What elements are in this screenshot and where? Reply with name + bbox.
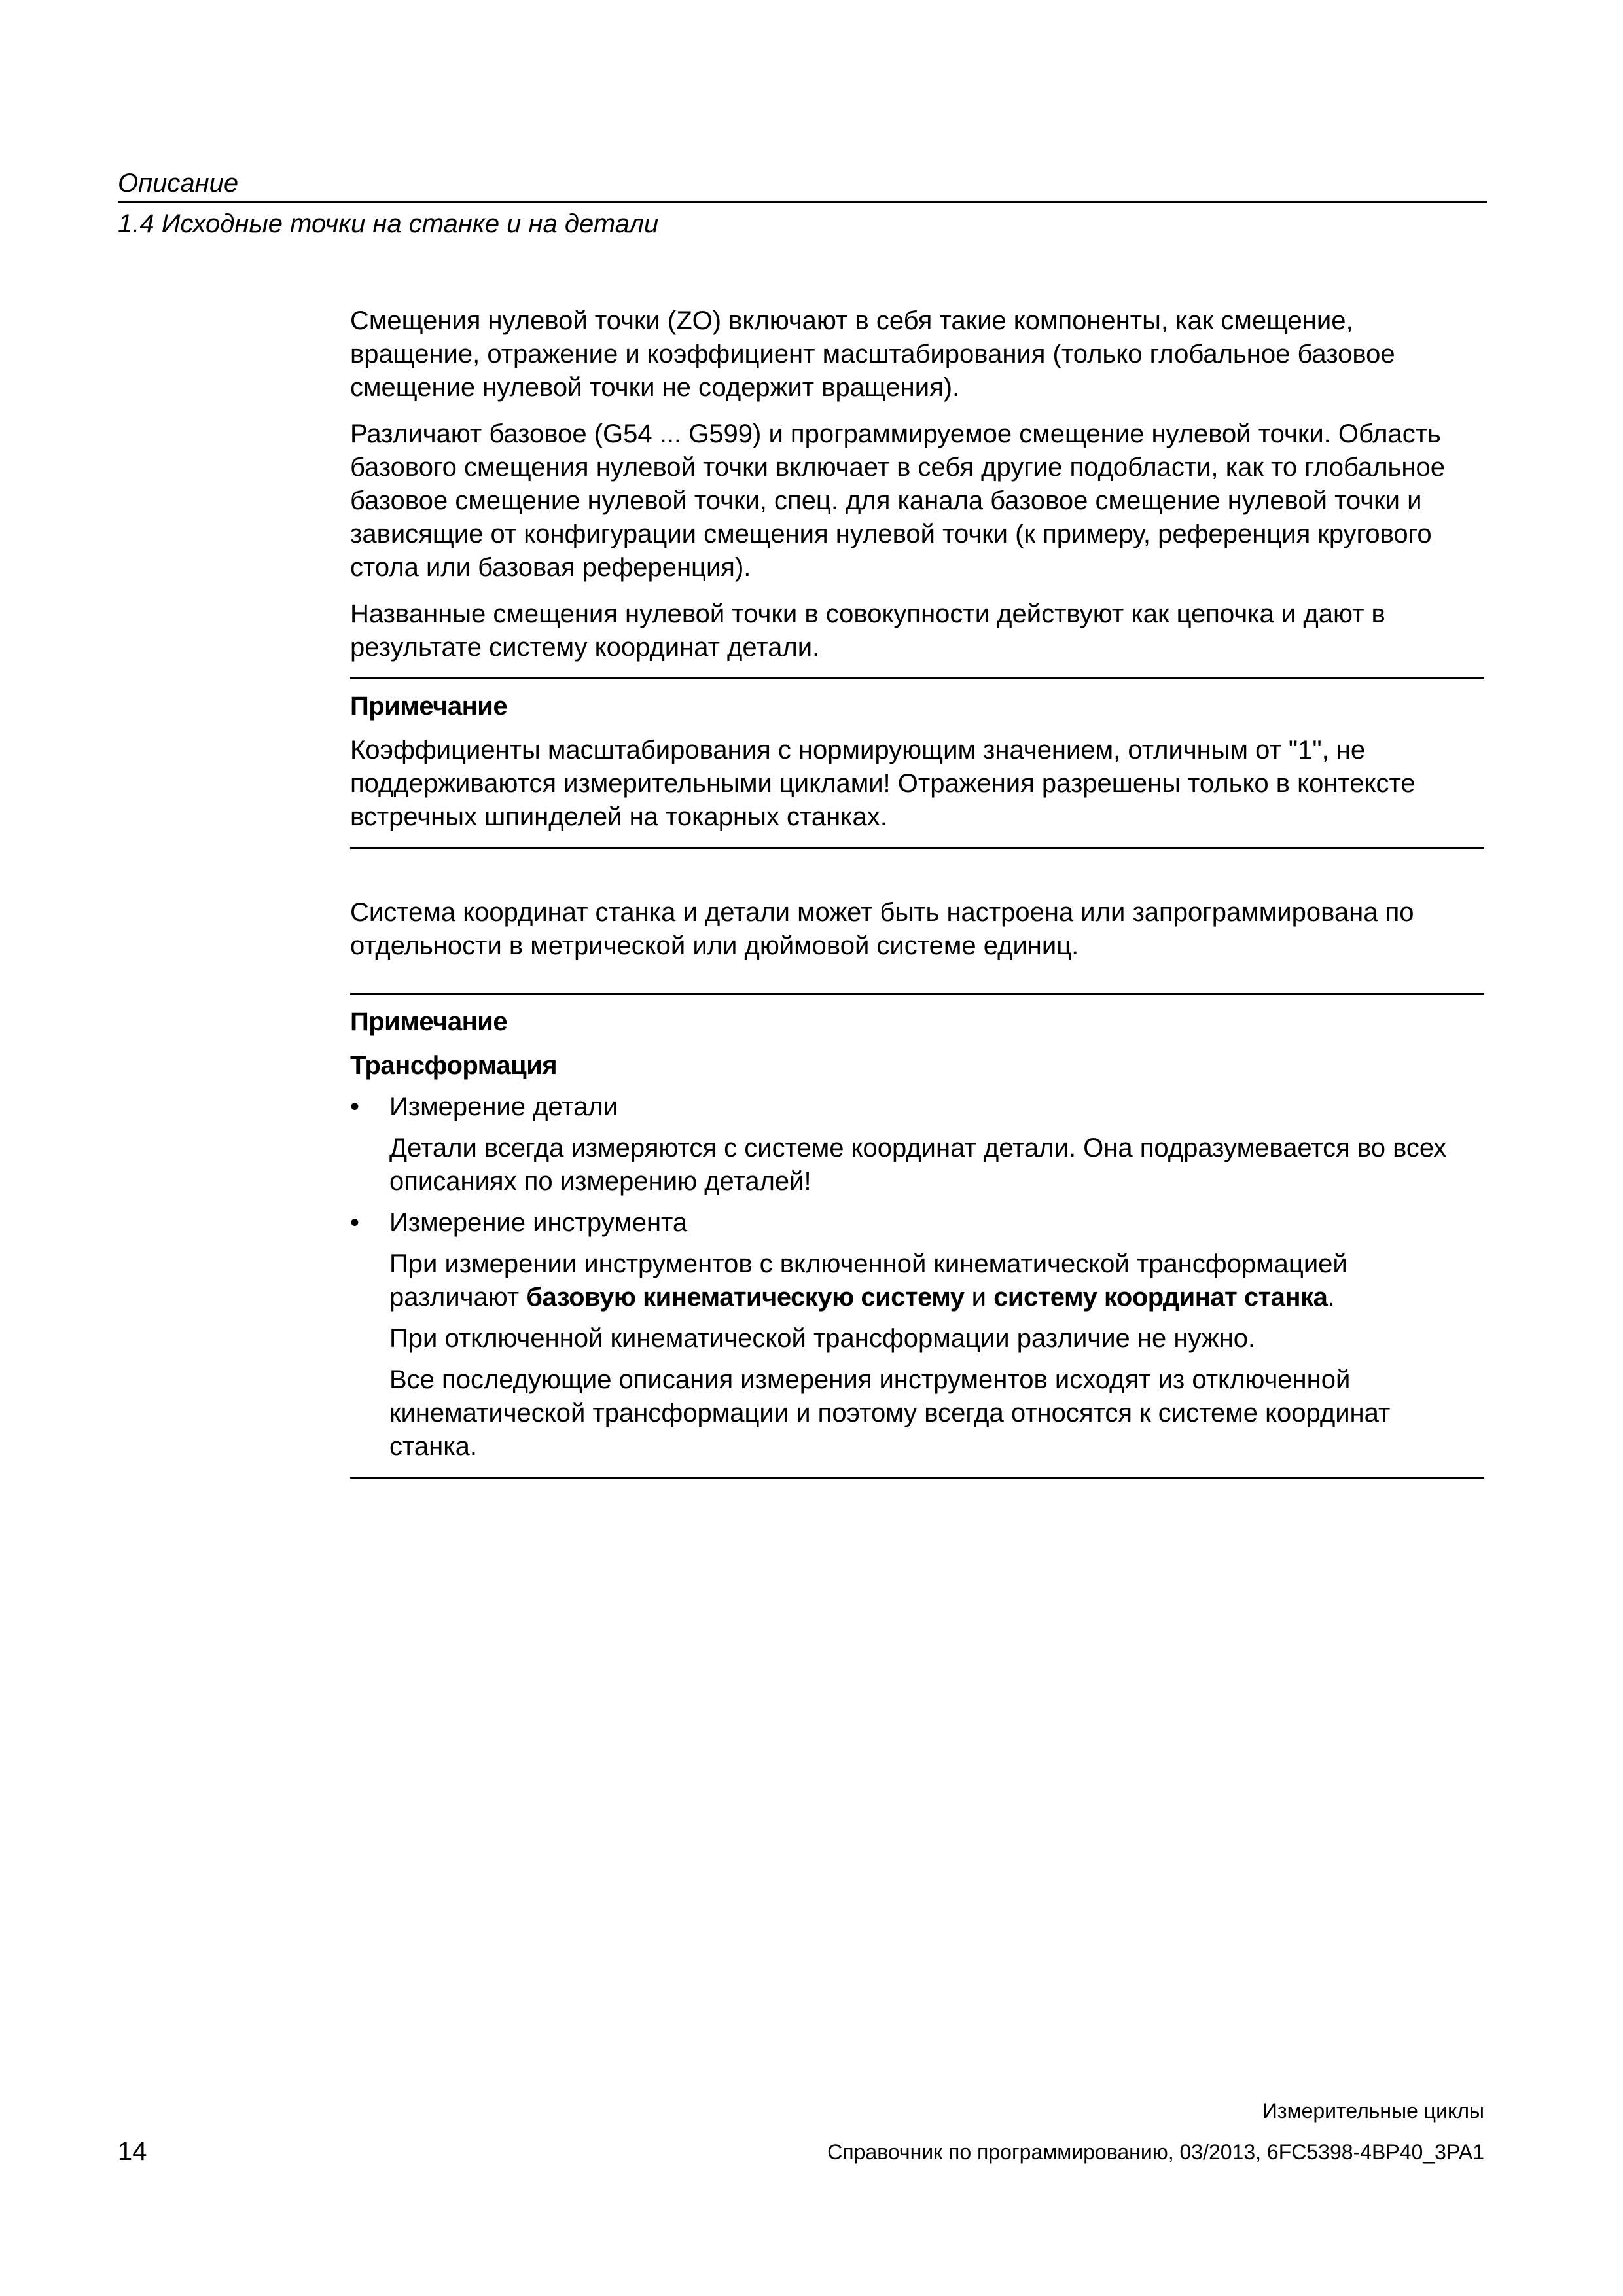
note-box-transformation [350, 993, 1484, 1479]
header-subsection-title: 1.4 Исходные точки на станке и на детали [118, 209, 659, 238]
paragraph-offset-chain: Названные смещения нулевой точки в совокупности действуют как цепочка и дают в результате систему координат детали. [350, 600, 1385, 662]
paragraph-unit-systems: Система координат станка и детали может быть настроена или запрограммирована по отдельности в метрической или дюймовой системе единиц. [350, 898, 1414, 960]
bold-term-kinematic-system: базовую кинематическую систему [526, 1283, 965, 1312]
note-title: Примечание [350, 1007, 508, 1036]
paragraph-base-offsets: Различают базовое (G54 ... G599) и программируемое смещение нулевой точки. Область базового смещения нулевой точки включает в себя другие подобласти, как то глобальное базовое смещение нулевой точки, спец. для канала базовое смещение нулевой точки и зависящие от конфигурации смещения нулевой точки (к примеру, референция кругового стола или базовая референция). [350, 420, 1445, 582]
bullet-description: При отключенной кинематической трансформации различие не нужно. [389, 1324, 1256, 1353]
header-divider [118, 201, 1487, 203]
text-run: . [1327, 1283, 1335, 1312]
note-box-scaling [350, 677, 1484, 849]
bold-term-machine-coordinates: систему координат станка [993, 1283, 1328, 1312]
note-subtitle: Трансформация [350, 1051, 558, 1080]
text-run: и [964, 1283, 994, 1312]
bullet-description: Все последующие описания измерения инструментов исходят из отключенной кинематической трансформации и поэтому всегда относятся к системе координат станка. [389, 1365, 1391, 1461]
list-item-tool-measurement [350, 1206, 1484, 1240]
bullet-label: Измерение инструмента [389, 1208, 688, 1237]
note-text: Коэффициенты масштабирования с нормирующим значением, отличным от "1", не поддерживаются измерительными циклами! Отражения разрешены только в контексте встречных шпинделей на токарных станках. [350, 736, 1416, 831]
page-number: 14 [118, 2137, 147, 2166]
bullet-description [350, 1247, 1484, 1314]
bullet-label: Измерение детали [389, 1092, 618, 1121]
text-run: При измерении инструментов с включенной кинематической трансформацией различают [389, 1249, 1347, 1312]
footer-manual-info: Справочник по программированию, 03/2013, 6FC5398-4BP40_3PA1 [827, 2140, 1484, 2164]
header-section-title: Описание [118, 169, 239, 198]
footer-product-name: Измерительные циклы [1262, 2099, 1484, 2123]
bullet-description: Детали всегда измеряются с системе координат детали. Она подразумевается во всех описаниях по измерению деталей! [389, 1134, 1447, 1196]
list-item-workpiece-measurement [350, 1090, 1484, 1124]
bullet-icon: • [350, 1208, 360, 1237]
main-content [350, 304, 1484, 1492]
bullet-icon: • [350, 1092, 360, 1121]
paragraph-zero-offsets: Смещения нулевой точки (ZO) включают в себя такие компоненты, как смещение, вращение, отражение и коэффициент масштабирования (только глобальное базовое смещение нулевой точки не содержит вращения). [350, 306, 1395, 402]
note-title: Примечание [350, 692, 508, 721]
